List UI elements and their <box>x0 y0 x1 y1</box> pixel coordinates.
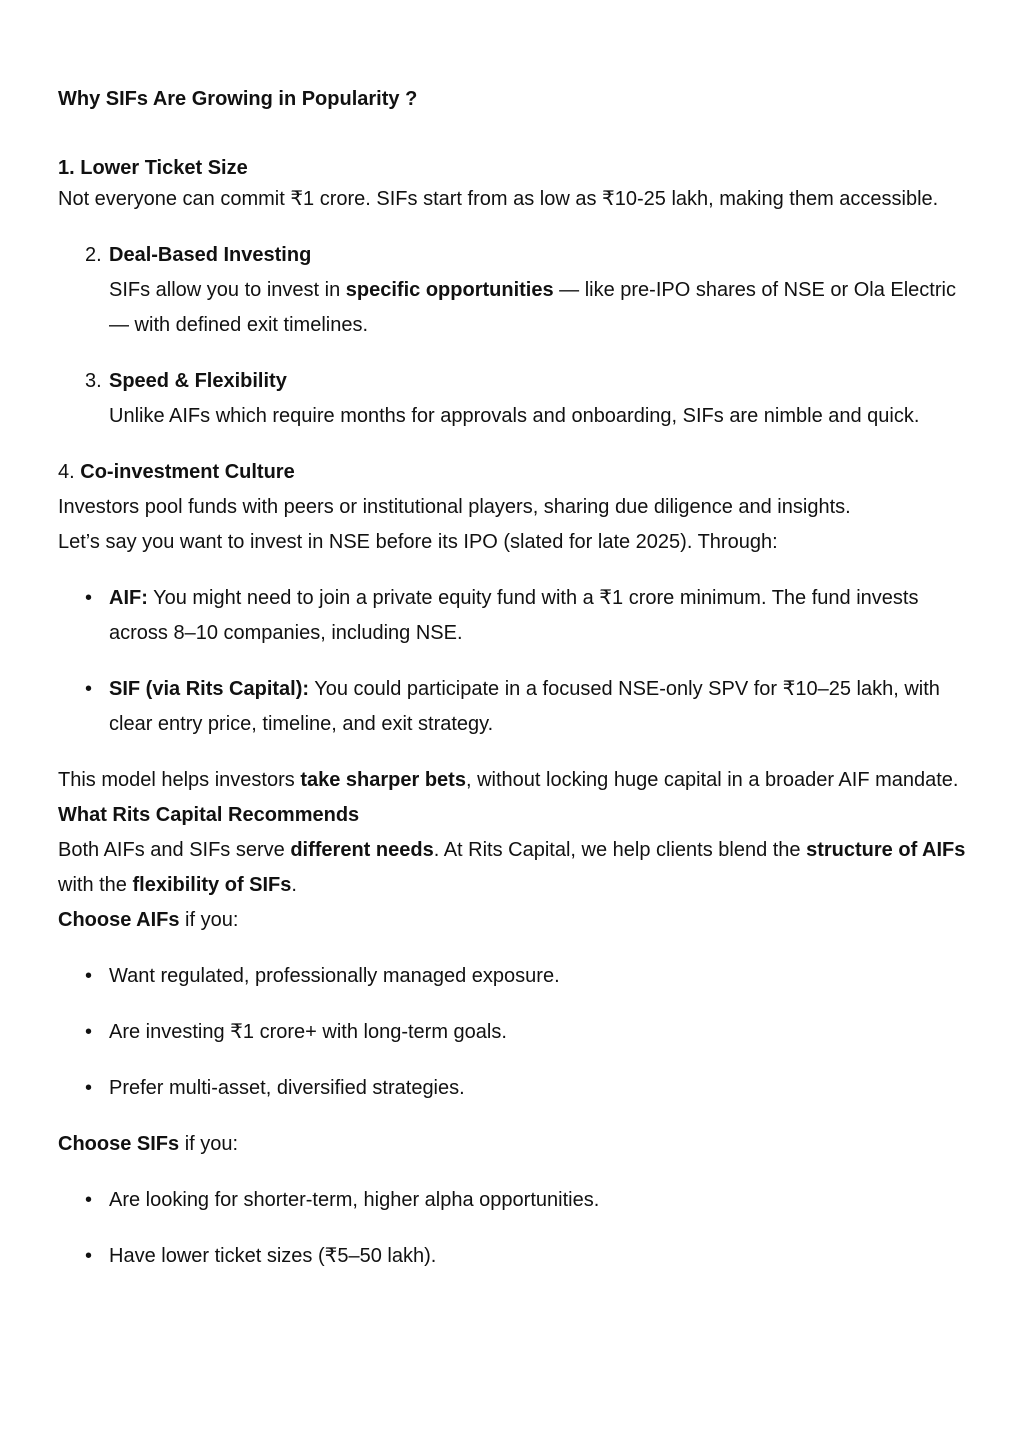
list-item-aif <box>58 581 970 651</box>
section-4-text-2: Let’s say you want to invest in NSE before its IPO (slated for late 2025). Through: <box>58 531 778 553</box>
list-item-text: Want regulated, professionally managed exposure. <box>109 965 560 987</box>
choose-sifs-suffix: if you: <box>179 1133 239 1155</box>
sif-text: You could participate in a focused NSE-only SPV for ₹10–25 lakh, with clear entry price, timeline, and exit strategy. <box>109 678 940 735</box>
recommend-heading <box>58 798 970 833</box>
section-1-text: Not everyone can commit ₹1 crore. SIFs start from as low as ₹10-25 lakh, making them accessible. <box>58 188 939 210</box>
comparison-list <box>58 581 970 742</box>
model-text-start: This model helps investors <box>58 769 301 791</box>
list-marker: 3. <box>85 370 102 392</box>
sif-label: SIF (via Rits Capital): <box>109 678 310 700</box>
page-title: Why SIFs Are Growing in Popularity ? <box>58 88 418 110</box>
model-paragraph <box>58 763 970 798</box>
document-page <box>58 84 970 1274</box>
section-3-text: Unlike AIFs which require months for approvals and onboarding, SIFs are nimble and quick. <box>109 405 920 427</box>
recommend-paragraph <box>58 833 970 903</box>
recommend-bold-1: different needs <box>290 839 434 861</box>
numbered-list <box>58 238 970 434</box>
recommend-text-1: Both AIFs and SIFs serve <box>58 839 291 861</box>
section-2-text-start: SIFs allow you to invest in <box>109 279 346 301</box>
choose-aifs-line <box>58 903 970 938</box>
recommend-bold-3: flexibility of SIFs <box>132 874 292 896</box>
list-item <box>58 1071 970 1106</box>
section-3-heading: Speed & Flexibility <box>109 370 287 392</box>
bullet-icon: • <box>85 1189 93 1211</box>
recommend-text-2: . At Rits Capital, we help clients blend the <box>433 839 807 861</box>
list-item <box>58 1015 970 1050</box>
list-item <box>58 959 970 994</box>
aif-text: You might need to join a private equity fund with a ₹1 crore minimum. The fund invests across 8–10 companies, including NSE. <box>109 587 919 644</box>
choose-aifs-suffix: if you: <box>179 909 239 931</box>
list-item-text: Are investing ₹1 crore+ with long-term goals. <box>109 1021 507 1043</box>
section-2-text-bold: specific opportunities <box>345 279 554 301</box>
recommend-heading-text: What Rits Capital Recommends <box>58 804 360 826</box>
recommend-bold-2: structure of AIFs <box>806 839 966 861</box>
section-4-heading: Co-investment Culture <box>80 461 295 483</box>
bullet-icon: • <box>85 1021 93 1043</box>
recommend-text-3: with the <box>58 874 133 896</box>
list-item-deal-based <box>58 238 970 343</box>
bullet-icon: • <box>85 965 93 987</box>
bullet-icon: • <box>85 678 93 700</box>
recommend-text-4: . <box>291 874 297 896</box>
bullet-icon: • <box>85 1077 93 1099</box>
choose-sifs-label: Choose SIFs <box>58 1133 180 1155</box>
choose-sifs-list <box>58 1183 970 1274</box>
list-item-text: Are looking for shorter-term, higher alpha opportunities. <box>109 1189 600 1211</box>
section-2-heading: Deal-Based Investing <box>109 244 312 266</box>
section-1-heading: 1. Lower Ticket Size <box>58 157 248 179</box>
section-4-text-1: Investors pool funds with peers or institutional players, sharing due diligence and insights. <box>58 496 851 518</box>
list-marker: 2. <box>85 244 102 266</box>
list-item <box>58 1183 970 1218</box>
list-item-speed <box>58 364 970 434</box>
choose-sifs-line <box>58 1127 970 1162</box>
list-item-sif <box>58 672 970 742</box>
list-item-text: Prefer multi-asset, diversified strategies. <box>109 1077 465 1099</box>
choose-aifs-label: Choose AIFs <box>58 909 180 931</box>
section-2-text-end: — like pre-IPO shares of NSE or Ola Electric — with defined exit timelines. <box>109 279 956 336</box>
list-item <box>58 1239 970 1274</box>
model-text-bold: take sharper bets <box>300 769 466 791</box>
model-text-end: , without locking huge capital in a broader AIF mandate. <box>465 769 959 791</box>
aif-label: AIF: <box>109 587 148 609</box>
bullet-icon: • <box>85 587 93 609</box>
list-item-text: Have lower ticket sizes (₹5–50 lakh). <box>109 1245 437 1267</box>
choose-aifs-list <box>58 959 970 1106</box>
bullet-icon: • <box>85 1245 93 1267</box>
section-4-heading-line <box>58 455 970 490</box>
section-4-marker: 4. <box>58 461 75 483</box>
